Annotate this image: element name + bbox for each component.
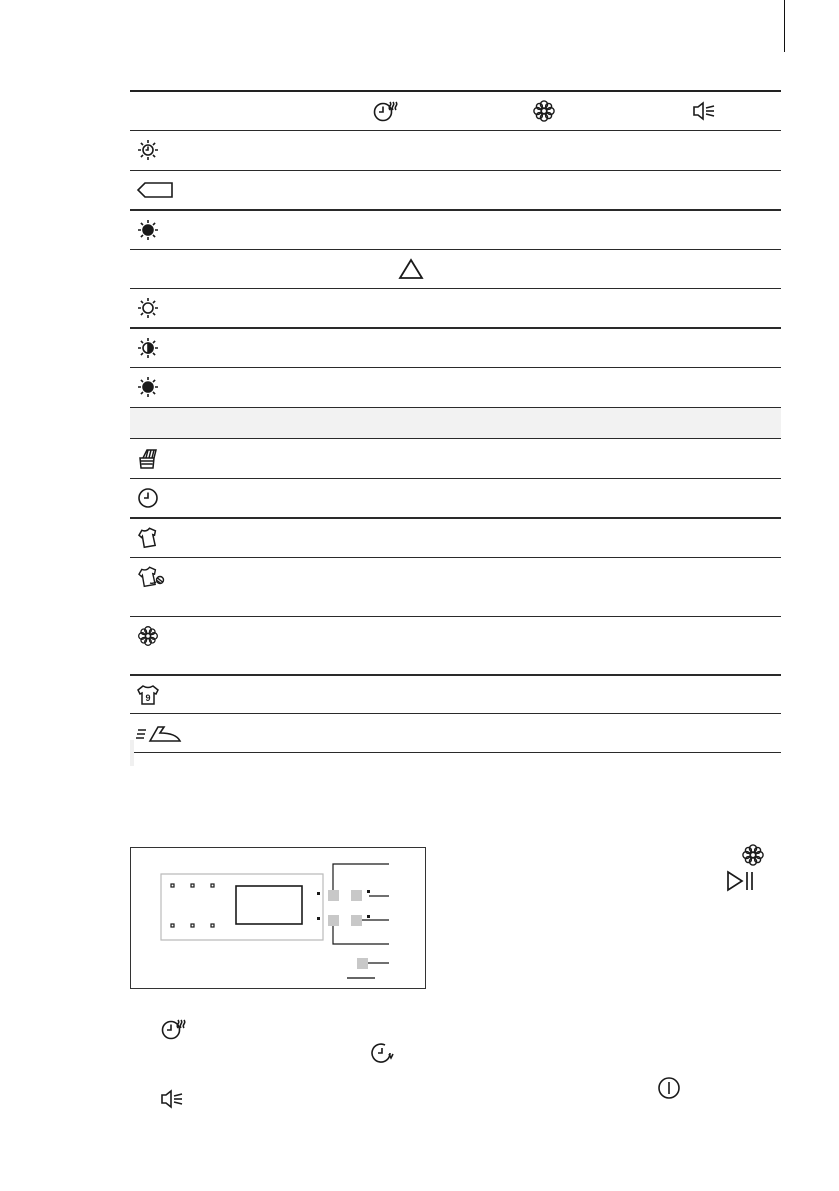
display-window — [236, 886, 302, 924]
buzzer-icon — [690, 98, 716, 124]
table-row — [130, 211, 781, 250]
control-panel-diagram — [130, 847, 426, 989]
delay-timer-icon — [369, 1040, 395, 1066]
sun-filled-icon — [136, 218, 160, 242]
tag-icon — [136, 178, 176, 202]
table-row — [130, 131, 781, 171]
flower-extra-rinse-icon — [531, 98, 557, 124]
table-row — [130, 408, 781, 439]
flower-icon — [136, 624, 160, 648]
tshirt-9-icon — [136, 683, 160, 707]
sun-half-icon — [136, 336, 160, 360]
table-row — [130, 171, 781, 211]
table-row — [130, 439, 781, 479]
svg-text:9: 9 — [145, 693, 151, 703]
shirt-icon — [136, 526, 160, 550]
time-steam-icon — [160, 1016, 186, 1042]
table-row — [130, 368, 781, 408]
flower-icon — [740, 842, 766, 868]
shirt-yarn-icon — [136, 565, 166, 589]
buzzer-icon — [158, 1086, 184, 1112]
table-row — [130, 676, 781, 714]
table-row — [130, 714, 781, 753]
page-edge-line — [784, 0, 785, 52]
program-leds — [171, 884, 214, 927]
table-row — [130, 519, 781, 558]
table-row — [130, 289, 781, 329]
table-header-row — [130, 90, 781, 131]
play-pause-icon — [725, 868, 757, 894]
iron-speed-icon — [136, 721, 184, 745]
sun-outline-icon — [136, 296, 160, 320]
basket-icon — [136, 446, 160, 470]
panel-outline — [161, 874, 323, 940]
option-buttons — [328, 890, 368, 969]
table-row — [130, 479, 781, 519]
table-row — [130, 558, 781, 617]
power-icon — [656, 1075, 682, 1101]
options-table — [130, 90, 781, 753]
clock-icon — [136, 486, 160, 510]
table-row — [130, 329, 781, 368]
time-steam-icon — [372, 98, 398, 124]
triangle-warning-icon — [398, 256, 424, 282]
button-led-dots — [317, 890, 370, 920]
table-row — [130, 617, 781, 676]
table-margin-strip — [130, 740, 134, 766]
table-row — [130, 250, 781, 289]
sun-filled-icon — [136, 375, 160, 399]
sun-clock-icon — [136, 138, 160, 162]
